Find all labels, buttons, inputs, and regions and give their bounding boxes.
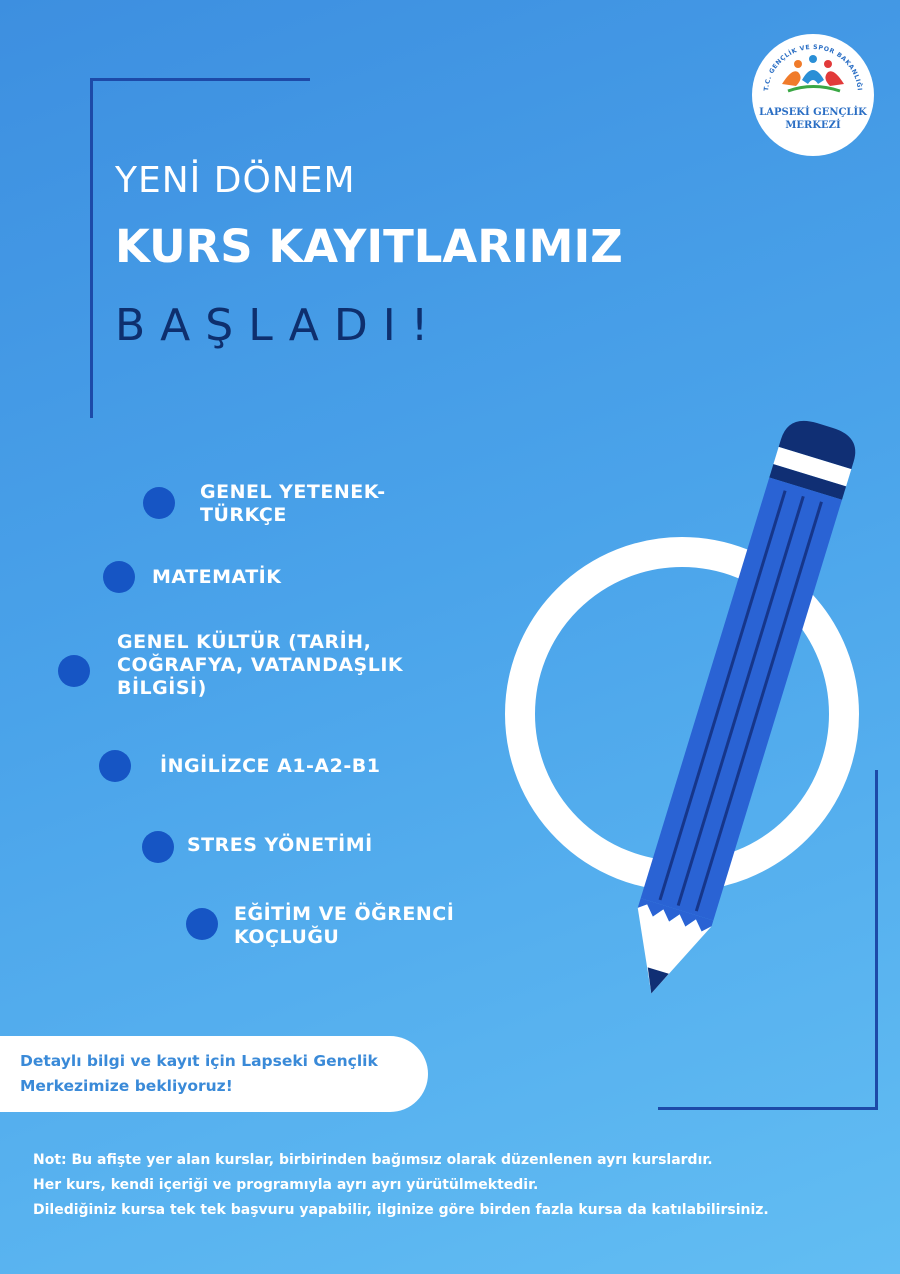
note-line1: Not: Bu afişte yer alan kurslar, birbirinden bağımsız olarak düzenlenen ayrı kurslardır. [33,1152,713,1168]
course-item-5-line1: STRES YÖNETİMİ [187,834,373,856]
course-item-6-line2: KOÇLUĞU [234,926,340,948]
course-item-5 [187,834,373,857]
logo-arc-text: T.C. GENÇLİK VE SPOR BAKANLIĞI [763,43,863,92]
course-item-6 [234,903,454,949]
bullet-dot-icon [99,750,131,782]
course-item-4-line1: İNGİLİZCE A1-A2-B1 [160,755,381,777]
course-item-2-line1: MATEMATİK [152,566,282,588]
info-banner [0,1036,428,1112]
course-item-4 [160,755,380,778]
logo-text-line2: MERKEZİ [785,120,841,131]
course-item-1 [200,481,386,527]
info-text [20,1049,420,1099]
course-item-3-line2: COĞRAFYA, VATANDAŞLIK [117,654,404,676]
bullet-dot-icon [103,561,135,593]
bullet-dot-icon [142,831,174,863]
note-line2: Her kurs, kendi içeriği ve programıyla ayrı ayrı yürütülmektedir. [33,1177,539,1193]
info-line1: Detaylı bilgi ve kayıt için Lapseki Gençlik [20,1052,378,1070]
course-item-6-line1: EĞİTİM VE ÖĞRENCİ [234,903,455,925]
course-item-3-line3: BİLGİSİ) [117,677,207,699]
info-line2: Merkezimize bekliyoruz! [20,1077,233,1095]
course-item-3-line1: GENEL KÜLTÜR (TARİH, [117,631,372,653]
headline-line2: KURS KAYITLARIMIZ [115,220,623,273]
logo-text-line1: LAPSEKİ GENÇLİK [759,107,867,118]
bullet-dot-icon [186,908,218,940]
note-line3: Dilediğiniz kursa tek tek başvuru yapabilir, ilginize göre birden fazla kursa da katılabilirsiniz. [33,1202,769,1218]
course-item-1-line2: TÜRKÇE [200,504,287,526]
bullet-dot-icon [58,655,90,687]
course-item-2 [152,566,281,589]
bullet-dot-icon [143,487,175,519]
course-item-1-line1: GENEL YETENEK- [200,481,386,503]
headline-line1: YENİ DÖNEM [115,160,356,201]
course-item-3 [117,631,403,700]
headline-line3: BAŞLADI! [115,300,444,351]
pencil-icon [615,414,861,1004]
